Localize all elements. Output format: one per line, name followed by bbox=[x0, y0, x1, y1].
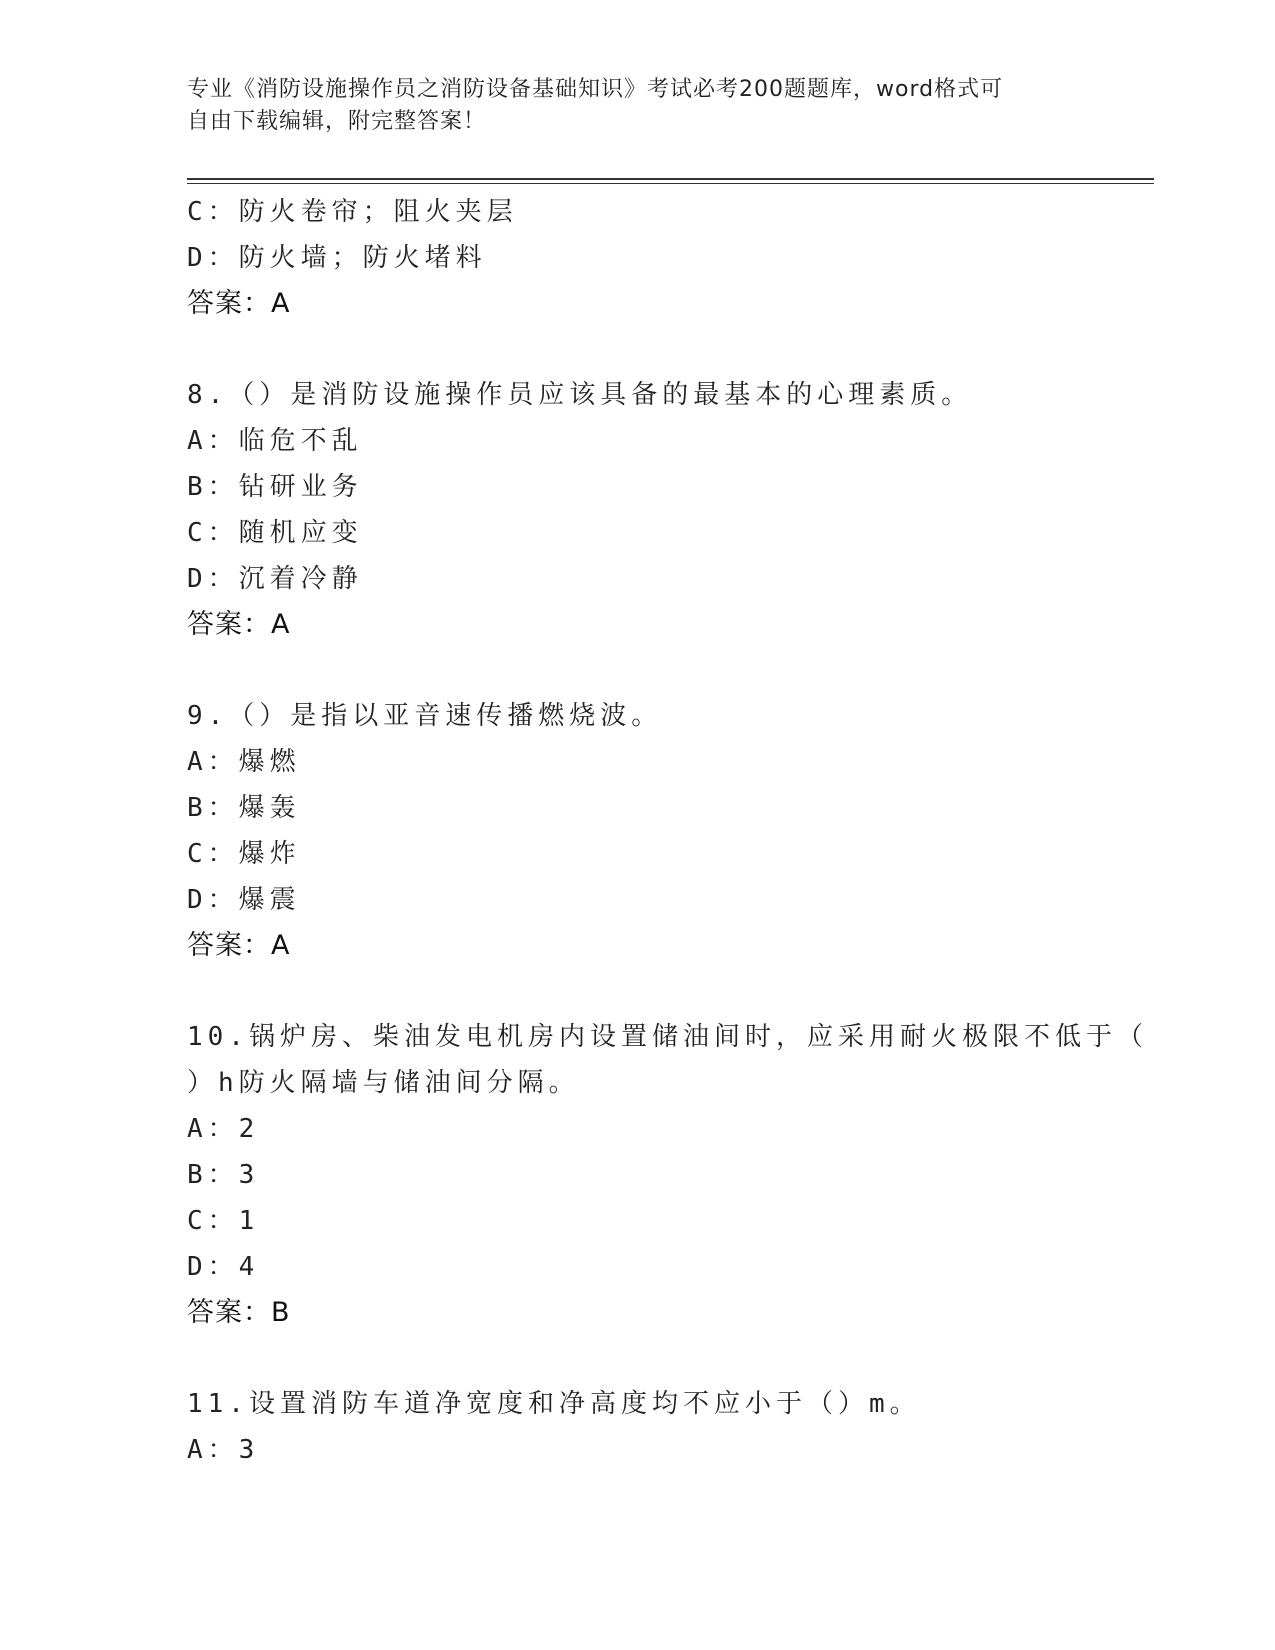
header-divider-thin bbox=[187, 183, 1154, 184]
answer-line: 答案：A bbox=[187, 288, 291, 319]
question-text: 8.（）是消防设施操作员应该具备的最基本的心理素质。 bbox=[187, 380, 973, 410]
question-list bbox=[187, 189, 1148, 1473]
question-7-tail bbox=[187, 189, 1087, 327]
question-text: 11.设置消防车道净宽度和净高度均不应小于（）m。 bbox=[187, 1389, 921, 1419]
option-a: A：爆燃 bbox=[187, 747, 301, 777]
option-b: B：爆轰 bbox=[187, 793, 301, 823]
question-text-line-2: ）h防火隔墙与储油间分隔。 bbox=[187, 1068, 580, 1098]
question-9 bbox=[187, 693, 1087, 969]
option-c: C：1 bbox=[187, 1206, 260, 1236]
header-title-line-1: 专业《消防设施操作员之消防设备基础知识》考试必考200题题库，word格式可 bbox=[187, 77, 1004, 102]
spacer bbox=[187, 648, 1087, 693]
option-d: D：爆震 bbox=[187, 885, 301, 915]
spacer bbox=[187, 327, 1087, 372]
question-11 bbox=[187, 1381, 1087, 1473]
option-c: C：随机应变 bbox=[187, 518, 363, 548]
question-text-line-1: 10.锅炉房、柴油发电机房内设置储油间时，应采用耐火极限不低于（ bbox=[187, 1022, 1148, 1052]
option-c: C：爆炸 bbox=[187, 839, 301, 869]
question-text: 9.（）是指以亚音速传播燃烧波。 bbox=[187, 701, 663, 731]
header-title-line-2: 自由下载编辑，附完整答案！ bbox=[187, 109, 487, 134]
option-a: A：3 bbox=[187, 1435, 260, 1465]
option-c: C：防火卷帘；阻火夹层 bbox=[187, 197, 518, 227]
option-a: A：临危不乱 bbox=[187, 426, 363, 456]
option-d: D：沉着冷静 bbox=[187, 564, 363, 594]
option-b: B：钻研业务 bbox=[187, 472, 363, 502]
spacer bbox=[187, 969, 1087, 1014]
spacer bbox=[187, 1336, 1087, 1381]
option-d: D：防火墙；防火堵料 bbox=[187, 243, 487, 273]
question-8 bbox=[187, 372, 1087, 648]
option-d: D：4 bbox=[187, 1252, 260, 1282]
question-10 bbox=[187, 1014, 1148, 1336]
option-b: B：3 bbox=[187, 1160, 260, 1190]
answer-line: 答案：A bbox=[187, 930, 291, 961]
page-header bbox=[187, 74, 1067, 138]
header-divider-thick bbox=[187, 178, 1154, 180]
option-a: A：2 bbox=[187, 1114, 260, 1144]
answer-line: 答案：B bbox=[187, 1297, 291, 1328]
answer-line: 答案：A bbox=[187, 609, 291, 640]
